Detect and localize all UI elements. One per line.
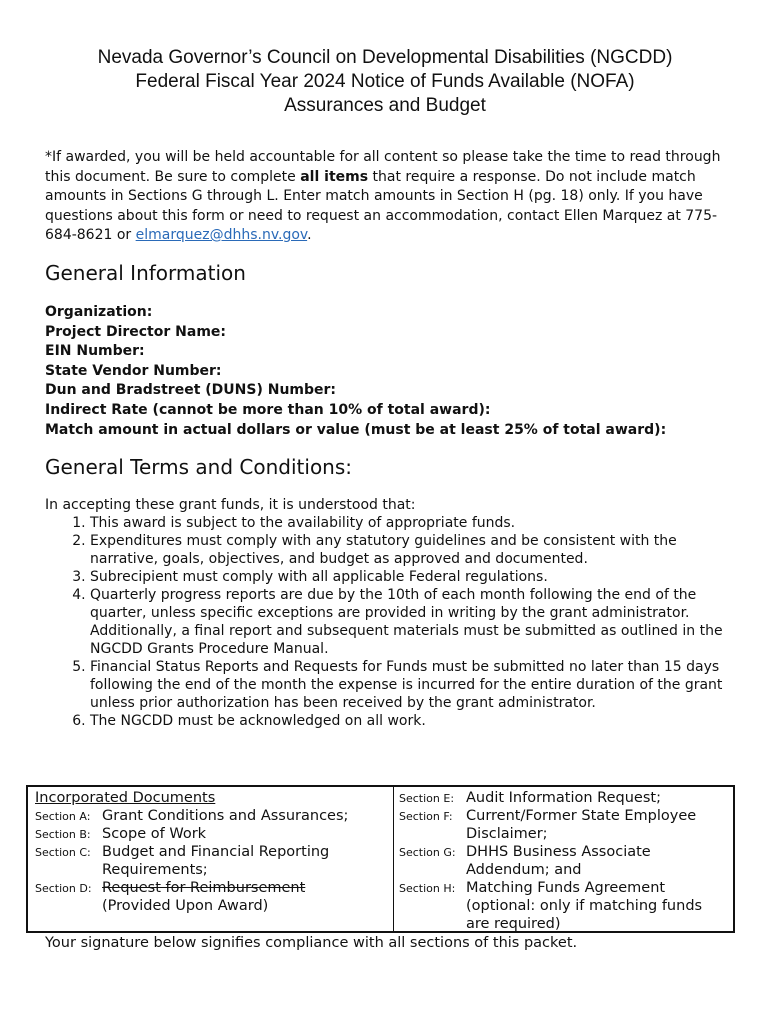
column-divider	[393, 787, 394, 931]
intro-paragraph	[45, 148, 735, 246]
terms-item: 5. Financial Status Reports and Requests for Funds must be submitted no later than 15 days following the end of the month the expense is incurred for the entire duration of the grant unless prior authorization has been received by the grant administrator.	[90, 658, 735, 712]
field-project-director: Project Director Name:	[45, 323, 226, 340]
section-h	[399, 879, 729, 933]
intro-bold: all items	[300, 168, 369, 185]
title-line-1: Nevada Governor’s Council on Developmental Disabilities (NGCDD)	[97, 47, 673, 68]
section-note: (Provided Upon Award)	[102, 898, 269, 914]
incorporated-documents-title: Incorporated Documents	[35, 790, 216, 806]
terms-list	[45, 514, 735, 730]
terms-item: 1. This award is subject to the availability of appropriate funds.	[90, 514, 735, 532]
terms-item: 4. Quarterly progress reports are due by the 10th of each month following the end of the quarter, unless specific exceptions are provided in writing by the grant administrator. Additionally, a final report and subsequent materials must be submitted as outlined in the NGCDD Grants Procedure Manual.	[90, 586, 735, 658]
terms-lead: In accepting these grant funds, it is understood that:	[45, 497, 416, 513]
terms-item: 6. The NGCDD must be acknowledged on all work.	[90, 712, 735, 730]
general-information-fields	[45, 303, 666, 440]
terms-heading: General Terms and Conditions:	[45, 455, 353, 479]
section-a	[35, 807, 385, 825]
section-label: Section H:	[399, 882, 456, 895]
section-text: Audit Information Request;	[466, 790, 661, 806]
section-e	[399, 789, 729, 807]
section-label: Section E:	[399, 792, 455, 805]
section-label: Section C:	[35, 846, 91, 859]
section-text: Scope of Work	[102, 826, 207, 842]
terms-item: 3. Subrecipient must comply with all applicable Federal regulations.	[90, 568, 735, 586]
section-text: DHHS Business Associate Addendum; and	[466, 844, 651, 878]
intro-text-2: that require a response. Do not include match amounts in Sections G through L. Enter match amounts in Section H (pg. 18) only. If you have questions about this form or need to request an accommodation, contact Ellen Marquez at 775-684-8621 or	[45, 168, 718, 243]
section-f	[399, 807, 729, 843]
title-line-3: Assurances and Budget	[284, 95, 486, 116]
section-text: Matching Funds Agreement (optional: only if matching funds are required)	[466, 880, 703, 932]
documents-right-column	[399, 789, 729, 933]
section-label: Section D:	[35, 882, 92, 895]
title-line-2: Federal Fiscal Year 2024 Notice of Funds Available (NOFA)	[135, 71, 635, 92]
field-match-amount: Match amount in actual dollars or value (must be at least 25% of total award):	[45, 421, 667, 438]
general-information-heading: General Information	[45, 261, 246, 285]
intro-text-1: *If awarded, you will be held accountable for all content so please take the time to read through this document. Be sure to complete	[45, 149, 721, 185]
section-text: Grant Conditions and Assurances;	[102, 808, 349, 824]
intro-end: .	[307, 227, 312, 243]
section-text-wrap	[102, 879, 385, 915]
section-label: Section F:	[399, 810, 453, 823]
field-indirect-rate: Indirect Rate (cannot be more than 10% of total award):	[45, 401, 491, 418]
field-ein: EIN Number:	[45, 343, 145, 360]
signature-note: Your signature below signifies compliance with all sections of this packet.	[45, 935, 578, 951]
section-d	[35, 879, 385, 915]
section-text: Budget and Financial Reporting Requirements;	[102, 844, 330, 878]
document-title	[0, 46, 770, 118]
email-link[interactable]: elmarquez@dhhs.nv.gov	[135, 227, 308, 243]
section-g	[399, 843, 729, 879]
field-duns: Dun and Bradstreet (DUNS) Number:	[45, 382, 337, 399]
terms-item: 2. Expenditures must comply with any statutory guidelines and be consistent with the narrative, goals, objectives, and budget as approved and documented.	[90, 532, 735, 568]
terms-section	[45, 496, 735, 730]
field-state-vendor: State Vendor Number:	[45, 362, 222, 379]
section-label: Section G:	[399, 846, 456, 859]
section-text-struck: Request for Reimbursement	[102, 880, 306, 896]
section-text: Current/Former State Employee Disclaimer;	[466, 808, 697, 842]
section-label: Section A:	[35, 810, 91, 823]
incorporated-documents-box	[26, 785, 735, 933]
section-label: Section B:	[35, 828, 91, 841]
documents-left-column	[35, 789, 385, 915]
section-b	[35, 825, 385, 843]
field-organization: Organization:	[45, 304, 153, 320]
section-c	[35, 843, 385, 879]
